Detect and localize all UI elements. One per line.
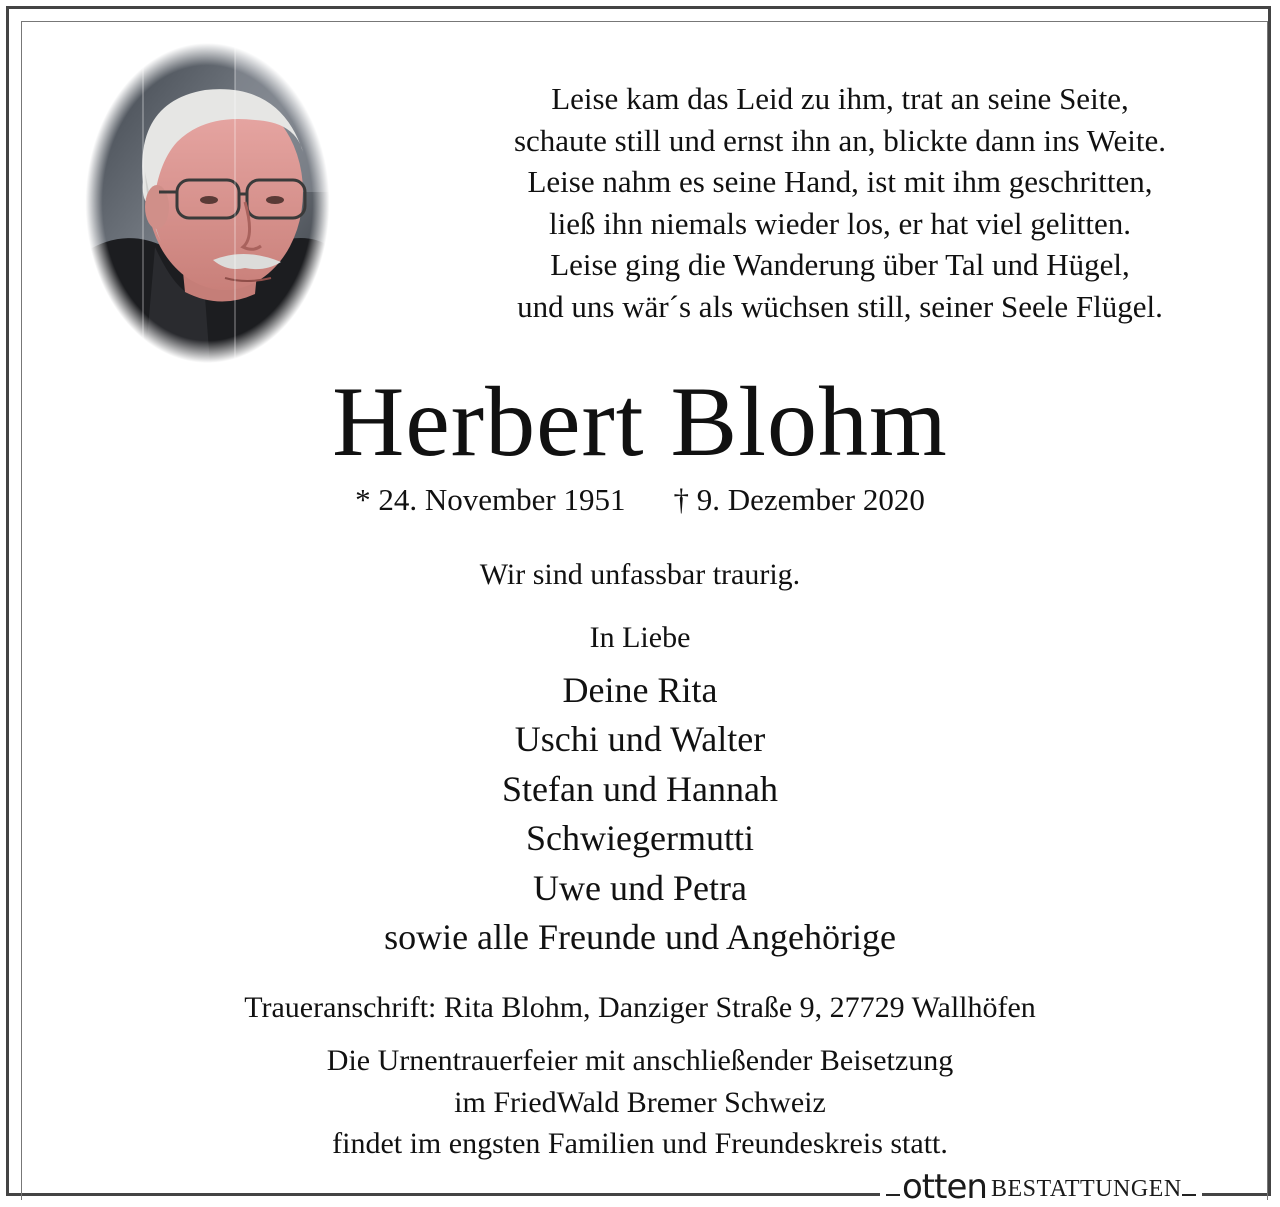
in-love-line: In Liebe bbox=[589, 621, 691, 654]
logo-mark: otten bbox=[902, 1167, 987, 1207]
birth-date: * 24. November 1951 bbox=[355, 482, 626, 517]
memorial-poem bbox=[440, 78, 1240, 327]
mourner-name: Deine Rita bbox=[562, 670, 718, 710]
ceremony-line: Die Urnentrauerfeier mit anschließender Beisetzung bbox=[326, 1044, 954, 1077]
portrait-photo bbox=[85, 42, 330, 364]
sentiment-line: Wir sind unfassbar traurig. bbox=[479, 558, 801, 591]
poem-line: Leise nahm es seine Hand, ist mit ihm geschritten, bbox=[527, 164, 1153, 199]
mourner-name: sowie alle Freunde und Angehörige bbox=[384, 917, 896, 958]
mourners-list bbox=[0, 666, 1280, 962]
life-dates bbox=[0, 480, 1280, 520]
mourner-name: Uschi und Walter bbox=[514, 719, 766, 760]
funeral-home-logo bbox=[880, 1167, 1202, 1207]
deceased-name: Herbert Blohm bbox=[332, 366, 948, 477]
portrait-illustration bbox=[85, 42, 330, 364]
ceremony-info bbox=[0, 1040, 1280, 1165]
ceremony-line: im FriedWald Bremer Schweiz bbox=[454, 1085, 826, 1119]
mourning-address: Traueranschrift: Rita Blohm, Danziger Straße 9, 27729 Wallhöfen bbox=[244, 991, 1036, 1024]
mourner-name: Schwiegermutti bbox=[526, 818, 754, 859]
ceremony-line: findet im engsten Familien und Freundeskreis statt. bbox=[332, 1127, 948, 1160]
logo-rule bbox=[1182, 1194, 1196, 1196]
mourner-name: Uwe und Petra bbox=[533, 867, 747, 908]
poem-line: ließ ihn niemals wieder los, er hat viel gelitten. bbox=[549, 205, 1131, 241]
poem-line: Leise kam das Leid zu ihm, trat an seine Seite, bbox=[551, 81, 1129, 116]
death-date: † 9. Dezember 2020 bbox=[673, 482, 925, 517]
logo-rule bbox=[886, 1194, 900, 1196]
logo-word: BESTATTUNGEN bbox=[990, 1176, 1182, 1202]
poem-line: schaute still und ernst ihn an, blickte dann ins Weite. bbox=[513, 122, 1167, 158]
mourner-name: Stefan und Hannah bbox=[502, 768, 778, 809]
poem-line: und uns wär´s als wüchsen still, seiner Seele Flügel. bbox=[517, 288, 1163, 324]
poem-line: Leise ging die Wanderung über Tal und Hügel, bbox=[550, 247, 1130, 282]
